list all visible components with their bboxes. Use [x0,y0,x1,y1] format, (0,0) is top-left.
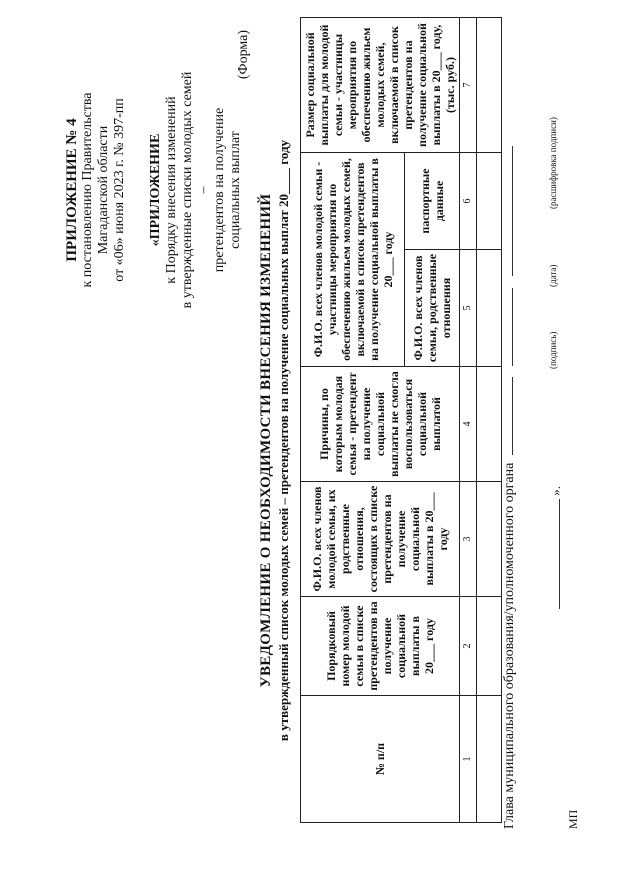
header-family-names: Ф.И.О. всех членов семьи, родственные отношения [405,250,460,367]
column-number: 6 [460,153,477,250]
inner-appendix-line: в утвержденные списки молодых семей – [180,71,211,309]
table-cell [477,367,502,482]
column-numbers-row [460,18,477,823]
inner-appendix-line: претендентов на получение [212,107,227,273]
column-number: 1 [460,696,477,823]
signature-text: Глава муниципального образования/уполномоченного органа [502,462,517,829]
column-number: 4 [460,367,477,482]
appendix-line: Магаданской области [96,125,111,255]
appendix-lines [80,70,128,310]
column-number: 3 [460,482,477,597]
header-reasons: Причины, по которым молодая семья - претендент на получение социальной выплаты не смогла воспользоваться социальной выплатой [301,367,460,482]
quote-end: ». [548,486,564,609]
inner-appendix [148,70,244,310]
inner-appendix-line: к Порядку внесения изменений [164,96,179,284]
table-cell [477,153,502,250]
appendix-title: ПРИЛОЖЕНИЕ № 4 [64,118,80,262]
column-number: 2 [460,597,477,696]
signature-line [500,29,518,829]
header-family-members: Ф.И.О. всех членов молодой семьи, их родственные отношения, состоящих в списке претендентов на получение социальной выплаты в 20___ году [301,482,460,597]
changes-table [300,17,502,823]
inner-appendix-line: социальных выплат [228,131,243,249]
caption-name: (расшифровка подписи) [548,117,558,209]
caption-date: (дата) [548,264,558,287]
name-blank [500,146,513,276]
header-payment-amount: Размер социальной выплаты для молодой семьи - участницы мероприятия по обеспечению жильем молодых семей, включаемой в список претендентов на получение социальной выплаты в 20___ году, (тыс. руб.) [301,18,460,153]
header-included-family: Ф.И.О. всех членов молодой семьи - участницы мероприятия по обеспечению жильем молодых семей, включаемой в список претендентов на получение социальной выплаты в 20___ году [301,153,405,367]
table-cell [477,250,502,367]
column-number: 5 [460,250,477,367]
column-number: 7 [460,18,477,153]
header-number: № п/п [301,696,460,823]
inner-appendix-title: «ПРИЛОЖЕНИЕ [148,133,163,247]
table-cell [477,482,502,597]
date-blank [500,288,513,366]
signature-blank [500,377,513,455]
appendix-line: от «06» июня 2023 г. № 397-пп [112,98,127,282]
table-cell [477,597,502,696]
header-queue-number: Порядковый номер молодой семьи в списке претендентов на получение социальной выплаты в 20___ году [301,597,460,696]
table-cell [477,696,502,823]
table-cell [477,18,502,153]
stamp-place: МП [566,809,580,829]
notice-title: УВЕДОМЛЕНИЕ О НЕОБХОДИМОСТИ ВНЕСЕНИЯ ИЗМЕНЕНИЙ [258,193,274,688]
form-label: (Форма) [236,30,251,80]
notice-subtitle: в утвержденный список молодых семей – претендентов на получение социальных выплат 20____ году [276,139,291,742]
appendix-line: к постановлению Правительства [80,92,95,288]
quote-blank [549,499,560,609]
header-passport: паспортные данные [405,153,460,250]
caption-signature: (подпись) [548,331,558,369]
empty-table-row [477,18,502,823]
